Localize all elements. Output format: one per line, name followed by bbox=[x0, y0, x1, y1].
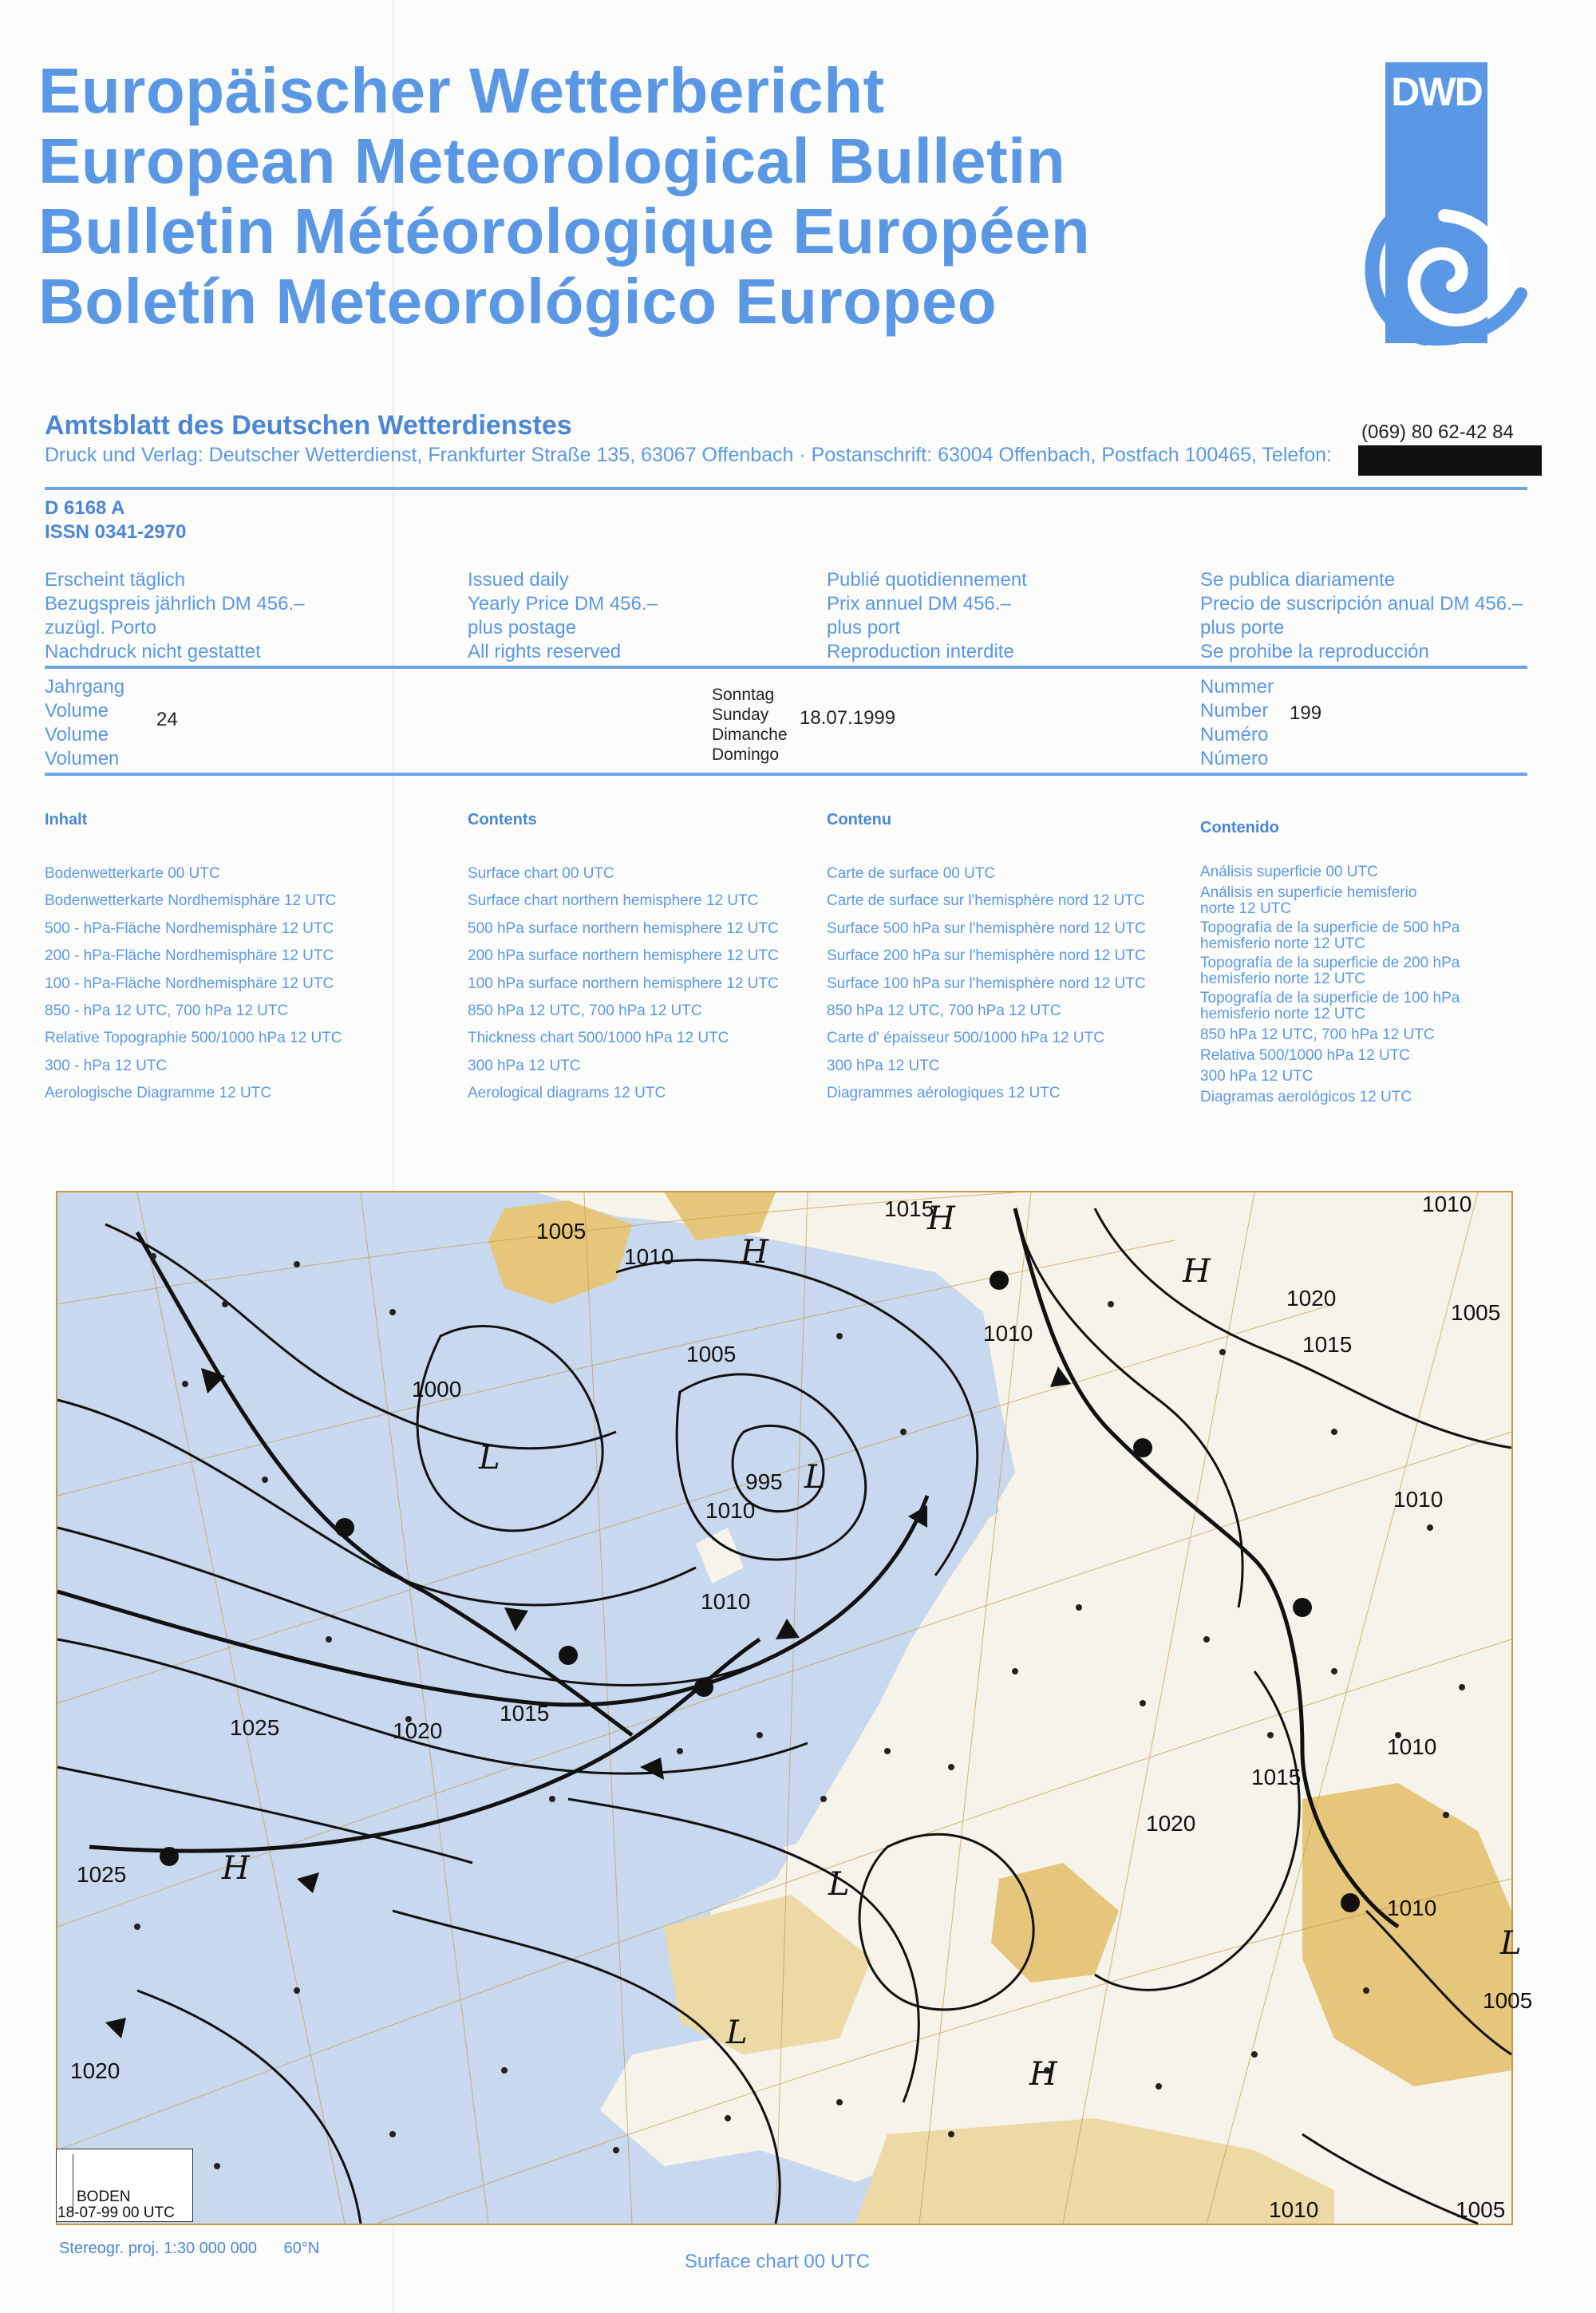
divider bbox=[45, 666, 1527, 669]
info-line: Bezugspreis jährlich DM 456.– bbox=[45, 593, 305, 615]
projection-text: Stereogr. proj. 1:30 000 000 bbox=[59, 2240, 257, 2257]
contents-item: 100 - hPa-Fläche Nordhemisphäre 12 UTC bbox=[45, 975, 334, 992]
isobar-label: 1005 bbox=[536, 1219, 587, 1243]
title-block bbox=[38, 56, 1283, 337]
info-en bbox=[468, 568, 658, 664]
contents-item: Topografía de la superficie de 100 hPa bbox=[1200, 990, 1460, 1006]
contents-header-fr: Contenu bbox=[827, 811, 892, 828]
dwd-spiral-icon bbox=[1306, 142, 1545, 358]
contents-item: hemisferio norte 12 UTC bbox=[1200, 1006, 1365, 1022]
contents-item: Thickness chart 500/1000 hPa 12 UTC bbox=[468, 1030, 729, 1047]
contents-item: Carte de surface 00 UTC bbox=[827, 865, 996, 882]
contents-item: 200 - hPa-Fläche Nordhemisphäre 12 UTC bbox=[45, 947, 334, 965]
isobar-label: 1010 bbox=[701, 1589, 751, 1614]
title-de: Europäischer Wetterbericht bbox=[38, 55, 885, 126]
isobar-label: 1005 bbox=[1451, 1300, 1501, 1325]
legend-date: 18-07-99 00 UTC bbox=[57, 2204, 175, 2221]
title-es: Boletín Meteorológico Europeo bbox=[38, 266, 998, 337]
isobar-label: 1015 bbox=[1251, 1765, 1302, 1789]
contents-header-es: Contenido bbox=[1200, 819, 1279, 836]
issn-code: ISSN 0341-2970 bbox=[45, 521, 187, 543]
contents-item: 300 - hPa 12 UTC bbox=[45, 1057, 168, 1074]
isobar-label: 1020 bbox=[393, 1718, 443, 1743]
isobar-label: 1020 bbox=[70, 2058, 120, 2083]
low-pressure-icon: L bbox=[1500, 1925, 1522, 1962]
info-line: Yearly Price DM 456.– bbox=[468, 593, 658, 615]
info-es bbox=[1200, 568, 1523, 664]
contents-de bbox=[45, 860, 342, 1108]
contents-item: Topografía de la superficie de 500 hPa bbox=[1200, 919, 1460, 936]
contents-item: 300 hPa 12 UTC bbox=[1200, 1068, 1314, 1085]
info-line: Se prohibe la reproducción bbox=[1200, 641, 1429, 662]
number-label: Número bbox=[1200, 748, 1269, 769]
contents-item: 300 hPa 12 UTC bbox=[827, 1057, 940, 1074]
number-label: Number bbox=[1200, 700, 1269, 722]
low-pressure-icon: L bbox=[804, 1459, 826, 1496]
contents-item: Bodenwetterkarte Nordhemisphäre 12 UTC bbox=[45, 892, 337, 910]
map-caption: Surface chart 00 UTC bbox=[685, 2251, 871, 2272]
contents-item: Aerologische Diagramme 12 UTC bbox=[45, 1085, 272, 1102]
contents-item: Bodenwetterkarte 00 UTC bbox=[45, 865, 220, 882]
contents-item: 500 - hPa-Fläche Nordhemisphäre 12 UTC bbox=[45, 919, 334, 937]
contents-item: Surface 500 hPa sur l'hemisphère nord 12 UTC bbox=[827, 919, 1146, 937]
number-label: Nummer bbox=[1200, 676, 1274, 698]
day-label: Domingo bbox=[712, 745, 780, 764]
contents-item: Carte d' épaisseur 500/1000 hPa 12 UTC bbox=[827, 1030, 1104, 1047]
legend-label: BODEN bbox=[77, 2188, 131, 2205]
volume-value: 24 bbox=[156, 709, 178, 730]
contents-item: 500 hPa surface northern hemisphere 12 UTC bbox=[468, 919, 779, 937]
isobar-label: 1025 bbox=[230, 1715, 280, 1740]
contents-item: 850 hPa 12 UTC, 700 hPa 12 UTC bbox=[1200, 1026, 1435, 1043]
day-label: Sonntag bbox=[712, 686, 775, 704]
contents-item: Surface chart 00 UTC bbox=[468, 865, 614, 882]
isobar-label: 1015 bbox=[500, 1701, 550, 1726]
contents-item: Surface 100 hPa sur l'hemisphère nord 12 UTC bbox=[827, 975, 1146, 992]
contents-item: Relativa 500/1000 hPa 12 UTC bbox=[1200, 1047, 1410, 1064]
volume-label: Volume bbox=[45, 724, 109, 745]
contents-item: Diagrammes aérologiques 12 UTC bbox=[827, 1085, 1061, 1102]
contents-item: Relative Topographie 500/1000 hPa 12 UTC bbox=[45, 1030, 342, 1047]
contents-item: 100 hPa surface northern hemisphere 12 UTC bbox=[468, 975, 779, 992]
dwd-logo-text: DWD bbox=[1391, 69, 1482, 114]
info-line: Prix annuel DM 456.– bbox=[827, 593, 1011, 615]
contents-item: hemisferio norte 12 UTC bbox=[1200, 971, 1365, 987]
projection-note bbox=[59, 2240, 319, 2258]
info-line: plus postage bbox=[468, 617, 577, 639]
high-pressure-icon: H bbox=[741, 1234, 768, 1271]
volume-label: Volumen bbox=[45, 748, 120, 769]
info-line: Issued daily bbox=[468, 569, 569, 591]
publisher-address: Druck und Verlag: Deutscher Wetterdienst, Frankfurter Straße 135, 63067 Offenbach · Postanschrift: 63004 Offenbach, Postfach 100465, Telefon: bbox=[45, 444, 1332, 466]
publisher-name: Amtsblatt des Deutschen Wetterdienstes bbox=[45, 410, 572, 441]
isobar-label: 1010 bbox=[705, 1498, 756, 1523]
title-fr: Bulletin Météorologique Européen bbox=[38, 196, 1091, 267]
info-line: Erscheint täglich bbox=[45, 569, 186, 591]
isobar-label: 1010 bbox=[1387, 1734, 1437, 1759]
contents-item: Diagramas aerológicos 12 UTC bbox=[1200, 1089, 1412, 1105]
publisher-phone: (069) 80 62-42 84 bbox=[1361, 421, 1514, 443]
info-line: zuzügl. Porto bbox=[45, 617, 157, 639]
volume-labels bbox=[45, 675, 124, 771]
info-line: plus port bbox=[827, 617, 901, 639]
high-pressure-icon: H bbox=[1029, 2056, 1057, 2093]
isobar-label: 1010 bbox=[1269, 2197, 1319, 2222]
day-labels bbox=[712, 685, 788, 765]
surface-chart-map bbox=[56, 1191, 1533, 2225]
contents-header-de: Inhalt bbox=[45, 811, 88, 828]
info-line: Nachdruck nicht gestattet bbox=[45, 641, 261, 662]
volume-label: Jahrgang bbox=[45, 676, 125, 698]
info-line: Precio de suscripción anual DM 456.– bbox=[1200, 593, 1523, 615]
latitude-text: 60°N bbox=[283, 2240, 320, 2257]
low-pressure-icon: L bbox=[479, 1440, 500, 1477]
high-pressure-icon: H bbox=[222, 1850, 250, 1887]
isobar-label: 1000 bbox=[412, 1377, 462, 1402]
d-code: D 6168 A bbox=[45, 497, 125, 519]
publication-codes bbox=[45, 496, 186, 544]
info-line: plus porte bbox=[1200, 617, 1285, 639]
info-de bbox=[45, 568, 305, 664]
contents-item: Aerological diagrams 12 UTC bbox=[468, 1085, 666, 1102]
isobar-label: 1020 bbox=[1286, 1286, 1337, 1311]
contents-item: 850 - hPa 12 UTC, 700 hPa 12 UTC bbox=[45, 1002, 289, 1020]
title-en: European Meteorological Bulletin bbox=[38, 125, 1066, 196]
high-pressure-icon: H bbox=[927, 1200, 955, 1237]
contents-item: Surface chart northern hemisphere 12 UTC bbox=[468, 892, 759, 910]
number-labels bbox=[1200, 675, 1274, 771]
contents-item: Carte de surface sur l'hemisphère nord 12 UTC bbox=[827, 892, 1145, 910]
info-line: All rights reserved bbox=[468, 641, 622, 662]
divider bbox=[45, 487, 1527, 490]
isobar-label: 1015 bbox=[1302, 1332, 1353, 1357]
contents-es bbox=[1200, 860, 1535, 1116]
contents-item: 200 hPa surface northern hemisphere 12 UTC bbox=[468, 947, 779, 965]
info-line: Publié quotidiennement bbox=[827, 569, 1027, 591]
isobar-label: 1005 bbox=[686, 1342, 737, 1366]
info-fr bbox=[827, 568, 1027, 664]
number-value: 199 bbox=[1290, 702, 1322, 724]
isobar-label: 1025 bbox=[77, 1862, 127, 1887]
contents-item: norte 12 UTC bbox=[1200, 900, 1292, 917]
day-label: Dimanche bbox=[712, 726, 788, 744]
isobar-label: 1020 bbox=[1146, 1811, 1196, 1836]
land-masses bbox=[488, 1192, 1511, 2224]
low-pressure-icon: L bbox=[828, 1866, 850, 1903]
isobar-label: 1010 bbox=[1387, 1896, 1437, 1920]
isobar-label: 1010 bbox=[983, 1321, 1033, 1346]
isobar-label: 1005 bbox=[1483, 1988, 1533, 2013]
contents-item: 850 hPa 12 UTC, 700 hPa 12 UTC bbox=[827, 1002, 1061, 1020]
day-label: Sunday bbox=[712, 706, 769, 724]
info-line: Reproduction interdite bbox=[827, 641, 1014, 662]
date-value: 18.07.1999 bbox=[800, 707, 896, 729]
contents-header-en: Contents bbox=[468, 811, 537, 828]
redaction-bar bbox=[1358, 445, 1542, 476]
contents-en bbox=[468, 860, 779, 1108]
isobar-label: 1010 bbox=[624, 1244, 674, 1269]
contents-item: Análisis en superficie hemisferio bbox=[1200, 884, 1417, 901]
surface-chart-svg bbox=[57, 1192, 1533, 2224]
isobar-label: 995 bbox=[745, 1469, 783, 1494]
contents-fr bbox=[827, 860, 1146, 1108]
low-pressure-icon: L bbox=[726, 2014, 748, 2051]
contents-item: Análisis superficie 00 UTC bbox=[1200, 864, 1378, 880]
info-line: Se publica diariamente bbox=[1200, 569, 1396, 591]
number-label: Numéro bbox=[1200, 724, 1269, 745]
isobar-label: 1010 bbox=[1393, 1487, 1444, 1512]
divider bbox=[45, 773, 1527, 776]
isobar-label: 1015 bbox=[884, 1196, 934, 1221]
isobar-label: 1010 bbox=[1422, 1192, 1472, 1216]
isobar-label: 1005 bbox=[1456, 2197, 1506, 2222]
contents-item: Surface 200 hPa sur l'hemisphère nord 12 UTC bbox=[827, 947, 1146, 965]
high-pressure-icon: H bbox=[1183, 1253, 1211, 1290]
contents-item: 850 hPa 12 UTC, 700 hPa 12 UTC bbox=[468, 1002, 702, 1020]
contents-item: 300 hPa 12 UTC bbox=[468, 1057, 581, 1074]
contents-item: hemisferio norte 12 UTC bbox=[1200, 935, 1365, 952]
contents-item: Topografía de la superficie de 200 hPa bbox=[1200, 955, 1460, 971]
volume-label: Volume bbox=[45, 700, 109, 722]
